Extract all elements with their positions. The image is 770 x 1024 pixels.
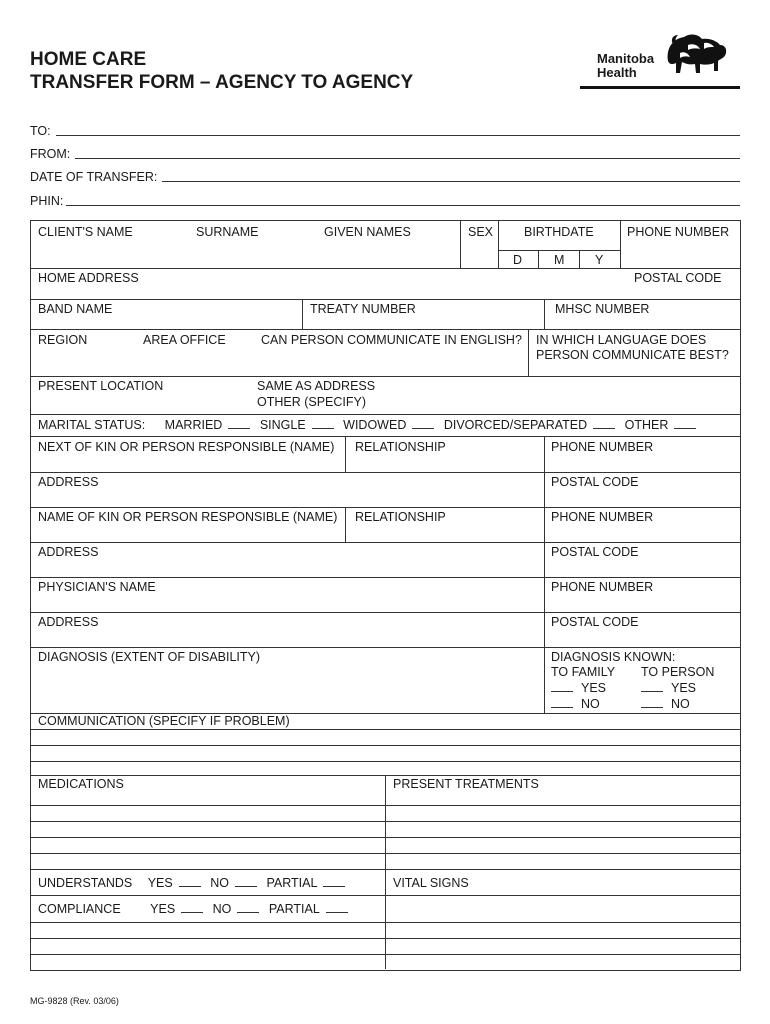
compliance-no-blank[interactable] xyxy=(237,912,259,913)
married-label: MARRIED xyxy=(164,418,223,432)
physician-address-label: ADDRESS xyxy=(38,615,99,629)
understands-row xyxy=(38,876,351,891)
phin-label: PHIN: xyxy=(30,194,64,208)
home-postal-code-label: POSTAL CODE xyxy=(634,271,722,285)
communicate-english-label: CAN PERSON COMMUNICATE IN ENGLISH? xyxy=(261,333,522,347)
person-no-label: NO xyxy=(671,697,690,711)
compliance-yes-blank[interactable] xyxy=(181,912,203,913)
person-yes-label: YES xyxy=(671,681,697,695)
form-title-line2: TRANSFER FORM – AGENCY TO AGENCY xyxy=(30,72,414,93)
divorced-blank[interactable] xyxy=(593,428,615,429)
person-yes-row xyxy=(641,681,696,696)
understands-yes-label: YES xyxy=(147,876,173,890)
communication-label: COMMUNICATION (SPECIFY IF PROBLEM) xyxy=(38,714,290,728)
kin-relationship-label: RELATIONSHIP xyxy=(355,440,446,454)
understands-no-label: NO xyxy=(210,876,229,890)
client-phone-number-label: PHONE NUMBER xyxy=(627,225,730,239)
to-field-line[interactable] xyxy=(56,135,740,136)
family-yes-blank[interactable] xyxy=(551,691,573,692)
logo-text-line2: Health xyxy=(597,65,637,80)
physician-postal-code-label: POSTAL CODE xyxy=(551,615,639,629)
to-family-label: TO FAMILY xyxy=(551,665,616,679)
person-no-blank[interactable] xyxy=(641,707,663,708)
kin-address-label: ADDRESS xyxy=(38,475,99,489)
logo-text-line1: Manitoba xyxy=(597,51,655,66)
physician-phone-number-label: PHONE NUMBER xyxy=(551,580,654,594)
marital-status-label: MARITAL STATUS: xyxy=(38,418,146,432)
compliance-partial-label: PARTIAL xyxy=(268,902,320,916)
medications-label: MEDICATIONS xyxy=(38,777,124,791)
understands-yes-blank[interactable] xyxy=(179,886,201,887)
home-address-label: HOME ADDRESS xyxy=(38,271,139,285)
kin2-postal-code-label: POSTAL CODE xyxy=(551,545,639,559)
language-label-line2: PERSON COMMUNICATE BEST? xyxy=(536,348,729,362)
clients-name-label: CLIENT'S NAME xyxy=(38,225,133,239)
understands-label: UNDERSTANDS xyxy=(38,876,133,890)
kin2-address-label: ADDRESS xyxy=(38,545,99,559)
family-yes-row xyxy=(551,681,606,696)
person-no-row xyxy=(641,697,690,712)
language-label-line1: IN WHICH LANGUAGE DOES xyxy=(536,333,707,347)
family-no-label: NO xyxy=(581,697,600,711)
kin2-phone-number-label: PHONE NUMBER xyxy=(551,510,654,524)
other-specify-label: OTHER (SPECIFY) xyxy=(257,395,367,409)
from-label: FROM: xyxy=(30,147,71,161)
sex-label: SEX xyxy=(468,225,494,239)
compliance-label: COMPLIANCE xyxy=(38,902,121,916)
other-blank[interactable] xyxy=(674,428,696,429)
form-number: MG-9828 (Rev. 03/06) xyxy=(30,996,119,1006)
family-no-blank[interactable] xyxy=(551,707,573,708)
married-blank[interactable] xyxy=(228,428,250,429)
given-names-label: GIVEN NAMES xyxy=(324,225,411,239)
from-field-line[interactable] xyxy=(75,158,740,159)
present-treatments-label: PRESENT TREATMENTS xyxy=(393,777,539,791)
next-of-kin-label: NEXT OF KIN OR PERSON RESPONSIBLE (NAME) xyxy=(38,440,335,454)
family-yes-label: YES xyxy=(581,681,607,695)
diagnosis-label: DIAGNOSIS (EXTENT OF DISABILITY) xyxy=(38,650,261,664)
widowed-label: WIDOWED xyxy=(343,418,407,432)
birthdate-month-label: M xyxy=(554,253,565,267)
understands-no-blank[interactable] xyxy=(235,886,257,887)
date-of-transfer-field-line[interactable] xyxy=(162,181,740,182)
person-yes-blank[interactable] xyxy=(641,691,663,692)
single-label: SINGLE xyxy=(259,418,306,432)
to-person-label: TO PERSON xyxy=(641,665,715,679)
understands-partial-blank[interactable] xyxy=(323,886,345,887)
phin-field-line[interactable] xyxy=(66,205,740,206)
kin2-relationship-label: RELATIONSHIP xyxy=(355,510,446,524)
marital-status-row xyxy=(38,418,702,433)
kin-phone-number-label: PHONE NUMBER xyxy=(551,440,654,454)
birthdate-day-label: D xyxy=(513,253,523,267)
vital-signs-label: VITAL SIGNS xyxy=(393,876,469,890)
physicians-name-label: PHYSICIAN'S NAME xyxy=(38,580,156,594)
treaty-number-label: TREATY NUMBER xyxy=(310,302,416,316)
mhsc-number-label: MHSC NUMBER xyxy=(555,302,650,316)
compliance-partial-blank[interactable] xyxy=(326,912,348,913)
family-no-row xyxy=(551,697,600,712)
compliance-yes-label: YES xyxy=(150,902,176,916)
birthdate-year-label: Y xyxy=(595,253,604,267)
kin-postal-code-label: POSTAL CODE xyxy=(551,475,639,489)
area-office-label: AREA OFFICE xyxy=(143,333,226,347)
divorced-label: DIVORCED/SEPARATED xyxy=(443,418,588,432)
understands-partial-label: PARTIAL xyxy=(266,876,318,890)
other-label: OTHER xyxy=(624,418,669,432)
diagnosis-known-label: DIAGNOSIS KNOWN: xyxy=(551,650,676,664)
band-name-label: BAND NAME xyxy=(38,302,113,316)
compliance-no-label: NO xyxy=(212,902,232,916)
region-label: REGION xyxy=(38,333,88,347)
form-title-line1: HOME CARE xyxy=(30,49,147,70)
same-as-address-label: SAME AS ADDRESS xyxy=(257,379,376,393)
date-of-transfer-label: DATE OF TRANSFER: xyxy=(30,170,158,184)
to-label: TO: xyxy=(30,124,51,138)
single-blank[interactable] xyxy=(312,428,334,429)
present-location-label: PRESENT LOCATION xyxy=(38,379,164,393)
birthdate-label: BIRTHDATE xyxy=(524,225,594,239)
widowed-blank[interactable] xyxy=(412,428,434,429)
bison-icon xyxy=(660,31,730,77)
compliance-row xyxy=(38,902,354,917)
surname-label: SURNAME xyxy=(196,225,259,239)
name-of-kin-label: NAME OF KIN OR PERSON RESPONSIBLE (NAME) xyxy=(38,510,338,524)
